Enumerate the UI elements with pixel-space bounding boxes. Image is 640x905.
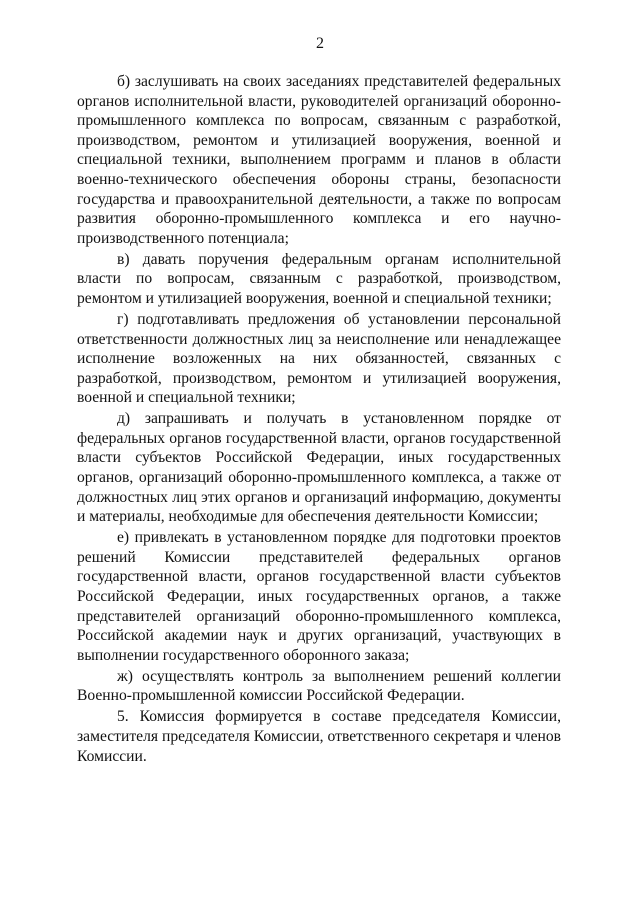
paragraph-5: 5. Комиссия формируется в составе председателя Комиссии, заместителя председателя Комиссии, ответственного секретаря и членов Комиссии. [77, 708, 561, 765]
paragraph-e: е) привлекать в установленном порядке для подготовки проектов решений Комиссии представителей федеральных органов государственной власти, органов государственной власти субъектов Российской Федерации, иных государственных органов, а также представителей организаций оборонно-промышленного комплекса, Российской академии наук и других организаций, участвующих в выполнении государственного оборонного заказа; [77, 529, 561, 664]
page-number: 2 [316, 35, 324, 52]
paragraph-v: в) давать поручения федеральным органам исполнительной власти по вопросам, связанным с разработкой, производством, ремонтом и утилизацией вооружения, военной и специальной техники; [77, 250, 561, 307]
paragraph-zh: ж) осуществлять контроль за выполнением решений коллегии Военно-промышленной комиссии Российской Федерации. [77, 667, 561, 705]
document-body [77, 72, 561, 768]
paragraph-d: д) запрашивать и получать в установленном порядке от федеральных органов государственной власти, органов государственной власти субъектов Российской Федерации, иных государственных органов, организаций оборонно-промышленного комплекса, а также от должностных лиц этих органов и организаций информацию, документы и материалы, необходимые для обеспечения деятельности Комиссии; [77, 410, 561, 526]
paragraph-b: б) заслушивать на своих заседаниях представителей федеральных органов исполнительной власти, руководителей организаций оборонно-промышленного комплекса по вопросам, связанным с разработкой, производством, ремонтом и утилизацией вооружения, военной и специальной техники, выполнением программ и планов в области военно-технического обеспечения обороны страны, безопасности государства и правоохранительной деятельности, а также по вопросам развития оборонно-промышленного комплекса и его научно-производственного потенциала; [77, 73, 561, 247]
paragraph-g: г) подготавливать предложения об установлении персональной ответственности должностных лиц за неисполнение или ненадлежащее исполнение возложенных на них обязанностей, связанных с разработкой, производством, ремонтом и утилизацией вооружения, военной и специальной техники; [77, 310, 561, 407]
